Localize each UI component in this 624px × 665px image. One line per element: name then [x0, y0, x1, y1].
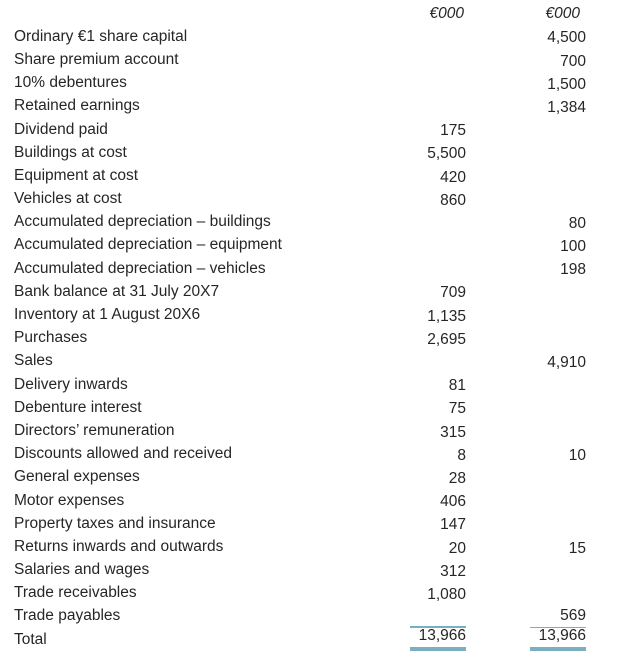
account-label: Inventory at 1 August 20X6	[14, 306, 201, 324]
table-row	[0, 327, 586, 350]
debit-amount: 5,500	[427, 145, 466, 163]
credit-amount	[466, 164, 586, 187]
account-label: General expenses	[14, 468, 140, 486]
account-label: Discounts allowed and received	[14, 445, 232, 463]
debit-amount: 1,080	[427, 585, 466, 603]
table-body	[0, 25, 586, 651]
debit-amount: 13,966	[366, 628, 466, 651]
table-row	[0, 350, 586, 373]
account-label: Accumulated depreciation – vehicles	[14, 259, 266, 277]
table-row	[0, 396, 586, 419]
debit-amount: 860	[440, 191, 466, 209]
credit-amount	[466, 419, 586, 442]
account-label: Delivery inwards	[14, 375, 128, 393]
credit-amount: 1,500	[547, 75, 586, 93]
credit-amount	[466, 280, 586, 303]
table-row	[0, 628, 586, 651]
credit-amount	[466, 327, 586, 350]
account-label: Accumulated depreciation – buildings	[14, 213, 271, 231]
debit-amount: 315	[440, 423, 466, 441]
credit-amount	[466, 512, 586, 535]
debit-amount	[366, 72, 466, 95]
account-label: Buildings at cost	[14, 143, 127, 161]
table-row	[0, 25, 586, 48]
credit-amount: 700	[560, 52, 586, 70]
credit-amount: 198	[560, 261, 586, 279]
credit-amount: 10	[568, 446, 586, 464]
account-label: Purchases	[14, 329, 88, 347]
table-row	[0, 605, 586, 628]
table-row	[0, 48, 586, 71]
account-label: Salaries and wages	[14, 561, 150, 579]
credit-amount	[466, 582, 586, 605]
account-label: Equipment at cost	[14, 166, 139, 184]
table-row	[0, 419, 586, 442]
account-label: Property taxes and insurance	[14, 514, 216, 532]
credit-amount: 569	[466, 605, 586, 628]
credit-amount: 100	[560, 238, 586, 256]
table-row	[0, 257, 586, 280]
table-row	[0, 280, 586, 303]
credit-amount	[466, 303, 586, 326]
header-row	[0, 2, 586, 25]
debit-amount: 8	[457, 446, 466, 464]
credit-amount: 1,384	[547, 98, 586, 116]
credit-amount	[466, 466, 586, 489]
credit-amount: 4,910	[547, 354, 586, 371]
credit-amount: 13,966	[466, 628, 586, 651]
debit-amount	[366, 25, 466, 48]
account-label: Returns inwards and outwards	[14, 537, 224, 555]
credit-amount: 4,500	[547, 29, 586, 47]
debit-amount: 312	[440, 562, 466, 580]
account-label: Bank balance at 31 July 20X7	[14, 282, 220, 300]
debit-amount: 20	[448, 539, 466, 557]
debit-amount: 2,695	[427, 330, 466, 348]
table-row	[0, 443, 586, 466]
table-row	[0, 512, 586, 535]
account-label: Retained earnings	[14, 97, 140, 115]
credit-amount: 15	[568, 539, 586, 557]
debit-amount: 147	[440, 516, 466, 534]
table-row	[0, 466, 586, 489]
column-header-credit: €000	[545, 4, 580, 22]
credit-amount	[466, 373, 586, 396]
table-row	[0, 489, 586, 512]
table-row	[0, 535, 586, 558]
credit-amount	[466, 141, 586, 164]
total-double-rule	[410, 647, 466, 651]
debit-amount: 709	[440, 284, 466, 302]
debit-amount: 420	[440, 168, 466, 186]
account-label: Trade receivables	[14, 584, 137, 602]
column-header-debit: €000	[429, 4, 464, 22]
table-row	[0, 559, 586, 582]
debit-amount: 175	[440, 122, 466, 140]
credit-amount	[466, 559, 586, 582]
credit-amount	[466, 188, 586, 211]
table-row	[0, 188, 586, 211]
table-row	[0, 234, 586, 257]
debit-amount	[366, 48, 466, 71]
credit-amount	[466, 489, 586, 512]
table-row	[0, 303, 586, 326]
debit-amount	[366, 234, 466, 257]
debit-amount	[366, 95, 466, 118]
account-label: Accumulated depreciation – equipment	[14, 236, 282, 254]
debit-amount: 1,135	[427, 307, 466, 325]
credit-amount	[466, 396, 586, 419]
account-label: 10% debentures	[14, 74, 127, 92]
account-label: Ordinary €1 share capital	[14, 27, 188, 45]
account-label: Total	[14, 630, 47, 648]
table-row	[0, 118, 586, 141]
debit-amount	[366, 350, 466, 373]
table-row	[0, 373, 586, 396]
account-label: Directors’ remuneration	[14, 421, 175, 439]
table-row	[0, 141, 586, 164]
account-label: Dividend paid	[14, 120, 108, 138]
credit-amount	[466, 118, 586, 141]
total-double-rule	[530, 647, 586, 651]
table-row	[0, 164, 586, 187]
debit-amount: 406	[440, 493, 466, 511]
account-label: Share premium account	[14, 50, 179, 68]
account-label: Vehicles at cost	[14, 190, 122, 208]
debit-amount	[366, 257, 466, 280]
account-label: Trade payables	[14, 607, 121, 625]
header-spacer	[0, 2, 366, 25]
debit-amount: 28	[448, 469, 466, 487]
account-label: Sales	[14, 352, 53, 370]
credit-amount: 80	[568, 214, 586, 232]
account-label: Debenture interest	[14, 398, 142, 416]
account-label: Motor expenses	[14, 491, 125, 509]
table-row	[0, 582, 586, 605]
table-row	[0, 72, 586, 95]
table-row	[0, 95, 586, 118]
table-row	[0, 211, 586, 234]
debit-amount	[366, 211, 466, 234]
debit-amount: 75	[448, 400, 466, 418]
debit-amount: 81	[448, 377, 466, 395]
